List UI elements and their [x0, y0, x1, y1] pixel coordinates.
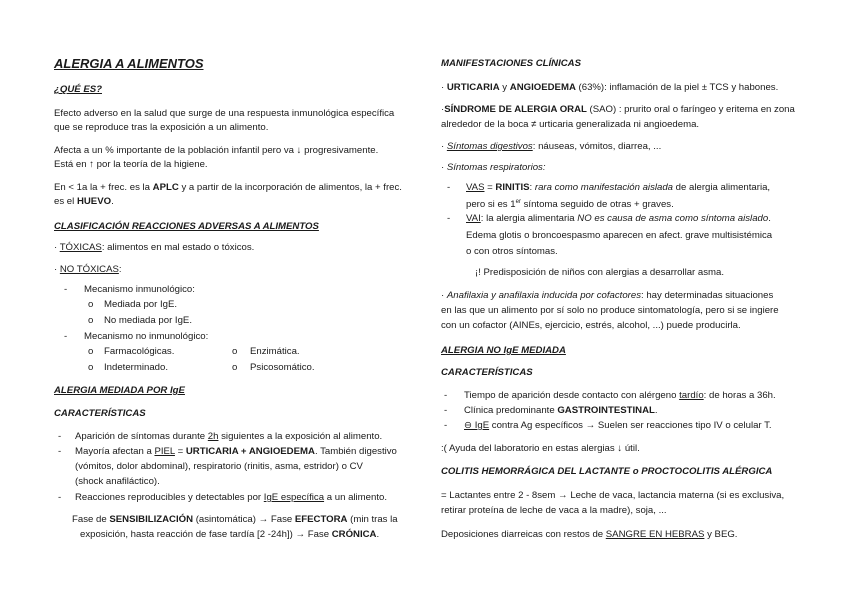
- sao-item-line-2: alrededor de la boca ≠ urticaria generalizada ni angioedema.: [441, 119, 700, 130]
- dash-bullet: -: [444, 390, 448, 401]
- text-span: ·: [441, 290, 447, 301]
- huevo-term: HUEVO: [76, 196, 112, 207]
- text-span: y a partir de la incorporación de alimentos, la + frec.: [178, 182, 402, 193]
- text-span: : de horas a 36h.: [703, 390, 776, 401]
- text-span: (63%): inflamación de la piel ± TCS y habones.: [575, 82, 779, 93]
- immunologic-mechanism: Mecanismo inmunológico:: [84, 284, 195, 295]
- text-span: En < 1a la + frec. es la: [54, 182, 153, 193]
- urticaria-item: [441, 82, 778, 94]
- text-span: NO es causa de asma como síntoma aislado: [577, 213, 769, 224]
- circle-bullet: o: [88, 299, 94, 310]
- dash-bullet: -: [58, 446, 62, 457]
- gastrointestinal-term: GASTROINTESTINAL: [557, 405, 655, 416]
- vai-item-line-3: o con otros síntomas.: [466, 246, 558, 257]
- text-span: Tiempo de aparición desde contacto con alérgeno: [464, 390, 680, 401]
- text-span: Deposiciones diarreicas con restos de: [441, 529, 606, 540]
- frequency-line-2: [54, 196, 114, 208]
- classification-heading: CLASIFICACIÓN REACCIONES ADVERSAS A ALIMENTOS: [54, 221, 319, 232]
- no-toxicas-term: NO TÓXICAS: [59, 264, 119, 275]
- toxicas-term: TÓXICAS: [59, 242, 102, 253]
- text-span: : alimentos en mal estado o tóxicos.: [101, 242, 255, 253]
- urticaria-angioedema-term: URTICARIA + ANGIOEDEMA: [185, 446, 315, 457]
- text-span: : la alergia alimentaria: [480, 213, 578, 224]
- characteristics-heading: CARACTERÍSTICAS: [54, 408, 146, 419]
- text-span: de alergia alimentaria,: [673, 182, 771, 193]
- non-immunologic-mechanism: Mecanismo no inmunológico:: [84, 331, 209, 342]
- sao-term: SÍNDROME DE ALERGIA ORAL: [444, 104, 587, 115]
- colitis-line-1: = Lactantes entre 2 - 8sem → Leche de vaca, lactancia materna (si es exclusiva,: [441, 490, 785, 501]
- vas-item-line-2: [466, 196, 674, 211]
- manifestations-heading: MANIFESTACIONES CLÍNICAS: [441, 58, 581, 69]
- ige-negative-term: ⊖ IgE: [464, 420, 490, 431]
- definition-line-2: que se reproduce tras la exposición a un alimento.: [54, 122, 269, 133]
- text-span: siguientes a la exposición al alimento.: [218, 431, 383, 442]
- text-span: ·: [441, 82, 447, 93]
- phases-line-2: [80, 529, 379, 541]
- vai-item-line-1: [466, 213, 771, 225]
- ige-especifica-term: IgE específica: [263, 492, 325, 503]
- colitis-line-2: retirar proteína de leche de vaca a la madre), soja, ...: [441, 505, 667, 516]
- anaphylaxis-line-2: en las que un alimento por sí solo no produce sintomatología, pero si se ingiere: [441, 305, 779, 316]
- frequency-line-1: [54, 182, 402, 194]
- enzymatic-item: Enzimática.: [250, 346, 300, 357]
- digestive-term: Síntomas digestivos: [446, 141, 533, 152]
- text-span: .: [376, 529, 380, 540]
- angioedema-term: ANGIOEDEMA: [509, 82, 576, 93]
- ige-mediated-item: Mediada por IgE.: [104, 299, 178, 310]
- respiratory-heading: · Síntomas respiratorios:: [441, 162, 546, 173]
- colitis-heading: COLITIS HEMORRÁGICA DEL LACTANTE o PROCTOCOLITIS ALÉRGICA: [441, 466, 773, 477]
- circle-bullet: o: [88, 346, 94, 357]
- efectora-term: EFECTORA: [294, 514, 348, 525]
- predisposition-note: ¡! Predisposición de niños con alergias a desarrollar asma.: [475, 267, 725, 278]
- sensibilizacion-term: SENSIBILIZACIÓN: [109, 514, 194, 525]
- text-span: =: [174, 446, 186, 457]
- text-span: .: [768, 213, 771, 224]
- prevalence-line-2: Está en ↑ por la teoría de la higiene.: [54, 159, 208, 170]
- ige-section-heading: ALERGIA MEDIADA POR IgE: [54, 385, 185, 396]
- text-span: (SAO) : prurito oral o faríngeo y eritema en zona: [586, 104, 795, 115]
- dash-bullet: -: [447, 213, 451, 224]
- pharmacologic-item: Farmacológicas.: [104, 346, 175, 357]
- sangre-en-hebras-term: SANGRE EN HEBRAS: [605, 529, 705, 540]
- circle-bullet: o: [232, 346, 238, 357]
- circle-bullet: o: [88, 315, 94, 326]
- lab-help-note: :( Ayuda del laboratorio en estas alergias ↓ útil.: [441, 443, 640, 454]
- text-span: Clínica predominante: [464, 405, 558, 416]
- ige-negative-item: [464, 420, 772, 432]
- digestive-item: [441, 141, 661, 153]
- text-span: ·: [54, 242, 60, 253]
- aplc-term: APLC: [152, 182, 179, 193]
- urticaria-term: URTICARIA: [446, 82, 500, 93]
- text-span: rara como manifestación aislada: [534, 182, 674, 193]
- document-title: ALERGIA A ALIMENTOS: [54, 56, 204, 71]
- text-span: y: [499, 82, 510, 93]
- superscript: er: [515, 199, 521, 205]
- anaphylaxis-line-3: con un cofactor (AINEs, ejercicio, estrés, alcohol, ...) puede producirla.: [441, 320, 741, 331]
- vas-term: VAS: [466, 182, 485, 193]
- text-span: :: [118, 264, 122, 275]
- text-span: ·: [54, 264, 60, 275]
- toxicas-item: [54, 242, 254, 254]
- text-span: .: [111, 196, 114, 207]
- dash-bullet: -: [64, 331, 68, 342]
- characteristics-heading: CARACTERÍSTICAS: [441, 367, 533, 378]
- text-span: Reacciones reproducibles y detectables por: [75, 492, 264, 503]
- text-span: ·: [441, 104, 445, 115]
- skin-item-line-2: (vómitos, dolor abdominal), respiratorio (rinitis, asma, estridor) o CV: [75, 461, 363, 472]
- circle-bullet: o: [88, 362, 94, 373]
- text-span: :: [529, 182, 535, 193]
- onset-item: [75, 431, 382, 443]
- no-toxicas-item: [54, 264, 122, 276]
- text-span: Mayoría afectan a: [75, 446, 155, 457]
- text-span: exposición, hasta reacción de fase tardía [2 -24h]) → Fase: [80, 529, 332, 540]
- phases-line-1: [72, 514, 398, 526]
- sao-item-line-1: [441, 104, 795, 116]
- text-span: síntoma seguido de otras + graves.: [520, 199, 674, 211]
- text-span: pero si es 1: [466, 199, 516, 211]
- skin-item-line-1: [75, 446, 397, 458]
- circle-bullet: o: [232, 362, 238, 373]
- text-span: a un alimento.: [324, 492, 387, 503]
- reproducible-item: [75, 492, 387, 504]
- text-span: contra Ag específicos → Suelen ser reacciones tipo IV o celular T.: [489, 420, 772, 431]
- text-span: Fase de: [72, 514, 110, 525]
- dash-bullet: -: [58, 492, 62, 503]
- indeterminate-item: Indeterminado.: [104, 362, 168, 373]
- dash-bullet: -: [444, 420, 448, 431]
- text-span: =: [484, 182, 496, 193]
- dash-bullet: -: [447, 182, 451, 193]
- piel-term: PIEL: [154, 446, 175, 457]
- que-es-heading: ¿QUÉ ES?: [54, 84, 102, 95]
- definition-line-1: Efecto adverso en la salud que surge de una respuesta inmunológica específica: [54, 108, 395, 119]
- anaphylaxis-term: Anafilaxia y anafilaxia inducida por cofactores: [446, 290, 641, 301]
- dash-bullet: -: [444, 405, 448, 416]
- text-span: y BEG.: [704, 529, 738, 540]
- dash-bullet: -: [58, 431, 62, 442]
- vai-term: VAI: [466, 213, 481, 224]
- text-span: Aparición de síntomas durante: [75, 431, 208, 442]
- tardio-term: tardío: [679, 390, 704, 401]
- text-span: . También digestivo: [314, 446, 397, 457]
- vas-item-line-1: [466, 182, 770, 194]
- text-span: : hay determinadas situaciones: [641, 290, 774, 301]
- two-hours-term: 2h: [207, 431, 219, 442]
- text-span: (asintomática) → Fase: [193, 514, 295, 525]
- non-ige-mediated-item: No mediada por IgE.: [104, 315, 192, 326]
- psychosomatic-item: Psicosomático.: [250, 362, 315, 373]
- onset-late-item: [464, 390, 776, 402]
- text-span: : náuseas, vómitos, diarrea, ...: [532, 141, 662, 152]
- text-span: ·: [441, 141, 447, 152]
- rinitis-term: RINITIS: [495, 182, 530, 193]
- anaphylaxis-line-1: [441, 290, 773, 302]
- skin-item-line-3: (shock anafiláctico).: [75, 476, 160, 487]
- text-span: es el: [54, 196, 77, 207]
- gastrointestinal-item: [464, 405, 658, 417]
- dash-bullet: -: [64, 284, 68, 295]
- non-ige-heading: ALERGIA NO IgE MEDIADA: [441, 345, 566, 356]
- text-span: .: [654, 405, 658, 416]
- vai-item-line-2: Edema glotis o broncoespasmo aparecen en afect. grave multisistémica: [466, 230, 773, 241]
- prevalence-line-1: Afecta a un % importante de la población infantil pero va ↓ progresivamente.: [54, 145, 379, 156]
- text-span: (min tras la: [347, 514, 398, 525]
- cronica-term: CRÓNICA: [331, 529, 377, 540]
- stools-line: [441, 529, 737, 541]
